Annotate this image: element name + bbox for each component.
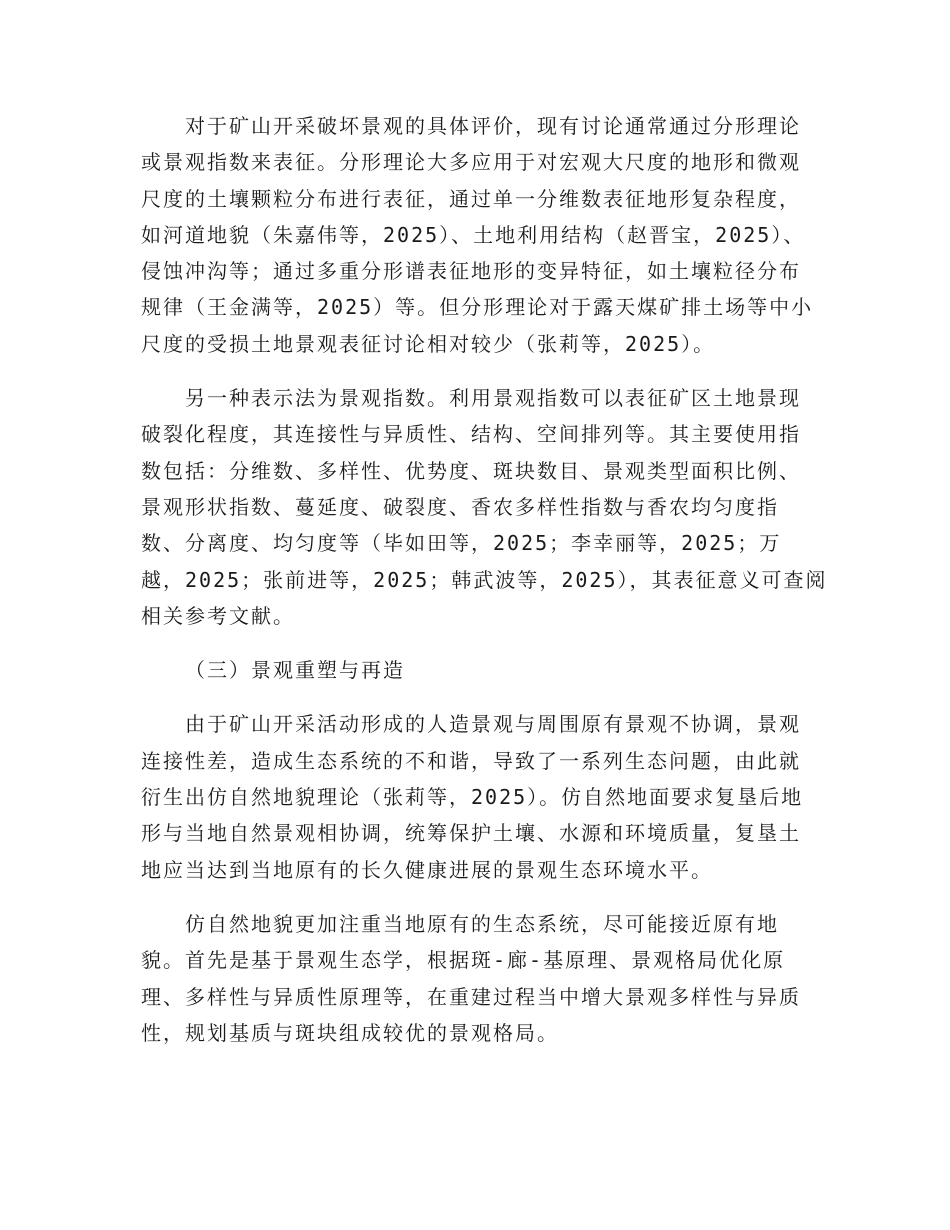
text-line: 衍生出仿自然地貌理论（张莉等，2025）。仿自然地面要求复垦后地: [141, 785, 804, 810]
text-line: 景观形状指数、蔓延度、破裂度、香农多样性指数与香农均匀度指: [141, 494, 779, 519]
paragraph-landscape-remodel: [141, 706, 804, 887]
text-line: 理、多样性与异质性原理等，在重建过程当中增大景观多样性与异质: [141, 984, 801, 1009]
text-line: 规律（王金满等，2025）等。但分形理论对于露天煤矿排土场等中小: [141, 295, 814, 320]
text-line: 另一种表示法为景观指数。利用景观指数可以表征矿区土地景现: [185, 386, 801, 411]
text-line: 数、分离度、均匀度等（毕如田等，2025；李幸丽等，2025；万: [141, 531, 782, 556]
text-line: 破裂化程度，其连接性与异质性、结构、空间排列等。其主要使用指: [141, 422, 801, 447]
text-line: 连接性差，造成生态系统的不和谐，导致了一系列生态问题，由此就: [141, 748, 801, 773]
paragraph-landscape-index: [141, 380, 828, 634]
paragraph-fractal-theory: [141, 108, 814, 362]
text-line: 仿自然地貌更加注重当地原有的生态系统，尽可能接近原有地: [185, 911, 779, 936]
text-line: 形与当地自然景观相协调，统筹保护土壤、水源和环境质量，复垦土: [141, 821, 801, 846]
text-line: 性，规划基质与斑块组成较优的景观格局。: [141, 1020, 559, 1045]
text-line: 相关参考文献。: [141, 603, 295, 628]
text-line: 对于矿山开采破坏景观的具体评价，现有讨论通常通过分形理论: [185, 114, 801, 138]
text-line: 侵蚀冲沟等；通过多重分形谱表征地形的变异特征，如土壤粒径分布: [141, 259, 801, 284]
text-line: 或景观指数来表征。分形理论大多应用于对宏观大尺度的地形和微观: [141, 150, 801, 175]
text-line: 貌。首先是基于景观生态学，根据斑-廊-基原理、景观格局优化原: [141, 948, 786, 973]
text-line: 越，2025；张前进等，2025；韩武波等，2025），其表征意义可查阅: [141, 567, 828, 592]
text-line: 尺度的受损土地景观表征讨论相对较少（张莉等，2025）。: [141, 331, 716, 356]
text-line: 尺度的土壤颗粒分布进行表征，通过单一分维数表征地形复杂程度，: [141, 186, 801, 211]
section-heading: （三）景观重塑与再造: [185, 658, 405, 683]
text-line: 如河道地貌（朱嘉伟等，2025）、土地利用结构（赵晋宝，2025）、: [141, 222, 806, 247]
text-line: 由于矿山开采活动形成的人造景观与周围原有景观不协调，景观: [185, 712, 801, 737]
document-page: [141, 108, 828, 1051]
text-line: 地应当达到当地原有的长久健康进展的景观生态环境水平。: [141, 857, 713, 882]
paragraph-natural-landform: [141, 906, 801, 1051]
text-line: 数包括：分维数、多样性、优势度、斑块数目、景观类型面积比例、: [141, 458, 801, 483]
